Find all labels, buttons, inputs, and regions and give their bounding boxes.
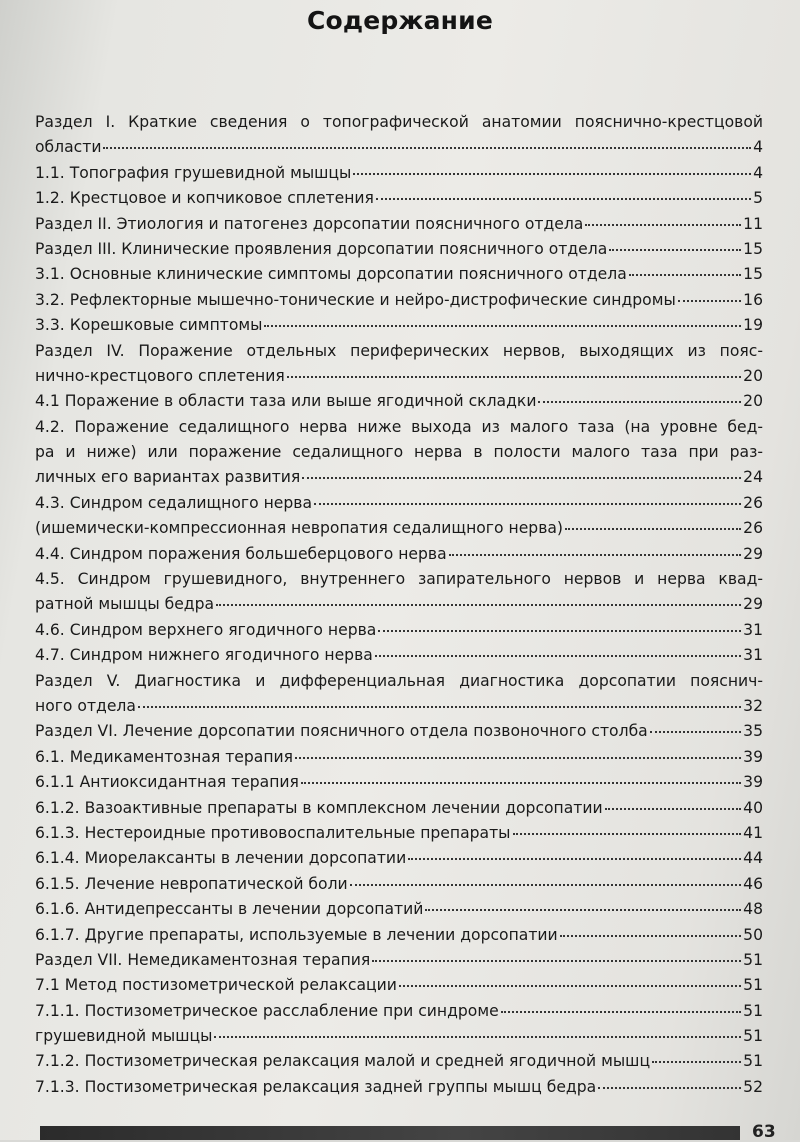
toc-entry (35, 313, 763, 338)
toc-entry (35, 592, 763, 617)
toc-entry-page: 50 (743, 925, 763, 944)
toc-entry-page: 39 (743, 747, 763, 766)
toc-entry (35, 669, 763, 694)
toc-entry-page: 51 (743, 1052, 763, 1071)
toc-entry-page: 15 (743, 239, 763, 258)
table-of-contents (35, 110, 763, 1100)
toc-entry-page: 4 (753, 163, 763, 182)
toc-entry-title: 7.1.1. Постизометрическое расслабление при синдроме (35, 1001, 499, 1020)
toc-entry (35, 999, 763, 1024)
toc-entry (35, 110, 763, 135)
toc-entry-title: 4.5. Синдром грушевидного, внутреннего запирательного нервов и нерва квад- (35, 570, 763, 589)
toc-entry (35, 770, 763, 795)
dot-leader (399, 984, 741, 987)
dot-leader (103, 146, 751, 149)
dot-leader (216, 603, 741, 606)
toc-entry (35, 237, 763, 262)
dot-leader (449, 553, 741, 556)
toc-entry-page: 20 (743, 366, 763, 385)
toc-entry-title: ного отдела (35, 696, 136, 715)
toc-entry (35, 465, 763, 490)
toc-entry-page: 51 (743, 950, 763, 969)
toc-entry-title: Раздел VI. Лечение дорсопатии поясничного отдела позвоночного столба (35, 722, 648, 741)
toc-entry (35, 186, 763, 211)
toc-entry-title: 6.1.4. Миорелаксанты в лечении дорсопатии (35, 849, 407, 868)
toc-entry-page: 46 (743, 874, 763, 893)
dot-leader (301, 781, 741, 784)
toc-entry (35, 821, 763, 846)
toc-entry-page: 4 (753, 138, 763, 157)
toc-entry-page: 48 (743, 900, 763, 919)
toc-entry (35, 364, 763, 389)
toc-entry (35, 1075, 763, 1100)
toc-entry-page: 15 (743, 265, 763, 284)
dot-leader (629, 273, 741, 276)
toc-entry (35, 542, 763, 567)
toc-entry (35, 719, 763, 744)
toc-entry (35, 948, 763, 973)
toc-entry-title: 3.3. Корешковые симптомы (35, 316, 263, 335)
toc-entry-page: 51 (743, 1001, 763, 1020)
toc-entry-title: 3.2. Рефлекторные мышечно-тонические и нейро-дистрофические синдромы (35, 290, 676, 309)
toc-entry-title: 7.1 Метод постизометрической релаксации (35, 976, 397, 995)
toc-entry-title: 4.3. Синдром седалищного нерва (35, 493, 313, 512)
toc-entry-title: Раздел II. Этиология и патогенез дорсопатии поясничного отдела (35, 214, 584, 233)
toc-entry-title: ра и ниже) или поражение седалищного нерва в полости малого таза при раз- (35, 443, 763, 462)
toc-entry-page: 40 (743, 798, 763, 817)
toc-entry-title: 1.2. Крестцовое и копчиковое сплетения (35, 189, 374, 208)
dot-leader (138, 705, 741, 708)
toc-entry-page: 52 (743, 1077, 763, 1096)
toc-entry-title: 6.1.3. Нестероидные противовоспалительные препараты (35, 823, 511, 842)
toc-entry-title: 6.1.2. Вазоактивные препараты в комплексном лечении дорсопатии (35, 798, 603, 817)
toc-entry (35, 161, 763, 186)
dot-leader (609, 248, 741, 251)
dot-leader (375, 654, 741, 657)
toc-entry (35, 339, 763, 364)
toc-entry-title: грушевидной мышцы (35, 1027, 213, 1046)
toc-entry-title: 4.2. Поражение седалищного нерва ниже выхода из малого таза (на уровне бед- (35, 417, 763, 436)
dot-leader (295, 756, 741, 759)
toc-entry (35, 745, 763, 770)
toc-entry-page: 44 (743, 849, 763, 868)
toc-entry-title: 6.1.5. Лечение невропатической боли (35, 874, 348, 893)
toc-entry-page: 51 (743, 1027, 763, 1046)
dot-leader (353, 172, 751, 175)
toc-entry-title: 6.1.6. Антидепрессанты в лечении дорсопатий (35, 900, 424, 919)
dot-leader (678, 299, 741, 302)
toc-entry-page: 26 (743, 493, 763, 512)
dot-leader (302, 476, 741, 479)
toc-entry (35, 135, 763, 160)
toc-entry-page: 19 (743, 316, 763, 335)
toc-entry (35, 491, 763, 516)
toc-entry-title: ратной мышцы бедра (35, 595, 215, 614)
toc-entry (35, 1049, 763, 1074)
dot-leader (538, 400, 741, 403)
toc-entry-page: 29 (743, 544, 763, 563)
dot-leader (264, 324, 741, 327)
toc-entry (35, 846, 763, 871)
toc-entry (35, 288, 763, 313)
toc-entry-title: 4.4. Синдром поражения большеберцового нерва (35, 544, 447, 563)
dot-leader (652, 1060, 741, 1063)
toc-entry (35, 694, 763, 719)
dot-leader (287, 375, 741, 378)
toc-entry-title: (ишемически-компрессионная невропатия седалищного нерва) (35, 519, 564, 538)
dot-leader (560, 934, 741, 937)
toc-entry (35, 973, 763, 998)
dot-leader (378, 629, 741, 632)
toc-entry (35, 872, 763, 897)
dot-leader (513, 832, 742, 835)
dot-leader (214, 1035, 741, 1038)
toc-entry-page: 29 (743, 595, 763, 614)
toc-entry-title: Раздел IV. Поражение отдельных периферических нервов, выходящих из пояс- (35, 341, 763, 360)
toc-entry-page: 5 (753, 189, 763, 208)
toc-entry-page: 41 (743, 823, 763, 842)
toc-entry-title: 4.6. Синдром верхнего ягодичного нерва (35, 620, 377, 639)
toc-entry-title: 3.1. Основные клинические симптомы дорсопатии поясничного отдела (35, 265, 627, 284)
toc-entry-title: Раздел V. Диагностика и дифференциальная диагностика дорсопатии пояснич- (35, 671, 763, 690)
toc-entry-page: 35 (743, 722, 763, 741)
toc-entry-page: 24 (743, 468, 763, 487)
toc-entry (35, 567, 763, 592)
toc-entry (35, 516, 763, 541)
toc-entry-title: Раздел I. Краткие сведения о топографической анатомии пояснично-крестцовой (35, 113, 763, 131)
toc-entry-title: 7.1.3. Постизометрическая релаксация задней группы мышц бедра (35, 1077, 597, 1096)
toc-entry-title: 4.1 Поражение в области таза или выше ягодичной складки (35, 392, 537, 411)
page-number: 63 (752, 1122, 776, 1142)
toc-entry-page: 16 (743, 290, 763, 309)
toc-entry-title: Раздел VII. Немедикаментозная терапия (35, 950, 371, 969)
toc-entry-title: личных его вариантах развития (35, 468, 301, 487)
toc-entry-title: нично-крестцового сплетения (35, 366, 285, 385)
toc-entry (35, 897, 763, 922)
toc-entry-page: 39 (743, 773, 763, 792)
dot-leader (605, 807, 741, 810)
toc-entry-title: 7.1.2. Постизометрическая релаксация малой и средней ягодичной мышц (35, 1052, 651, 1071)
toc-entry-page: 32 (743, 696, 763, 715)
dot-leader (598, 1086, 741, 1089)
toc-entry-page: 31 (743, 646, 763, 665)
dot-leader (372, 959, 741, 962)
dot-leader (425, 908, 741, 911)
toc-entry-page: 31 (743, 620, 763, 639)
toc-entry-title: Раздел III. Клинические проявления дорсопатии поясничного отдела (35, 239, 608, 258)
toc-entry (35, 796, 763, 821)
dot-leader (565, 527, 741, 530)
toc-entry (35, 415, 763, 440)
dot-leader (314, 502, 741, 505)
toc-entry-title: 1.1. Топография грушевидной мышцы (35, 163, 352, 182)
toc-entry-page: 20 (743, 392, 763, 411)
toc-entry (35, 389, 763, 414)
toc-entry-title: 6.1.1 Антиоксидантная терапия (35, 773, 299, 792)
toc-entry (35, 923, 763, 948)
toc-entry-title: 6.1. Медикаментозная терапия (35, 747, 294, 766)
dot-leader (350, 883, 741, 886)
toc-entry-title: 4.7. Синдром нижнего ягодичного нерва (35, 646, 373, 665)
dot-leader (501, 1010, 741, 1013)
dot-leader (376, 197, 751, 200)
toc-entry-title: 6.1.7. Другие препараты, используемые в лечении дорсопатии (35, 925, 558, 944)
dot-leader (650, 730, 741, 733)
dot-leader (585, 223, 741, 226)
toc-entry (35, 262, 763, 287)
toc-entry (35, 440, 763, 465)
dot-leader (408, 857, 741, 860)
toc-entry-page: 51 (743, 976, 763, 995)
toc-entry-title: области (35, 138, 102, 157)
page-title: Содержание (306, 6, 494, 35)
toc-entry-page: 26 (743, 519, 763, 538)
toc-entry-page: 11 (743, 214, 763, 233)
toc-entry (35, 212, 763, 237)
toc-entry (35, 643, 763, 668)
footer-bar (40, 1126, 740, 1140)
toc-entry (35, 1024, 763, 1049)
toc-entry (35, 618, 763, 643)
